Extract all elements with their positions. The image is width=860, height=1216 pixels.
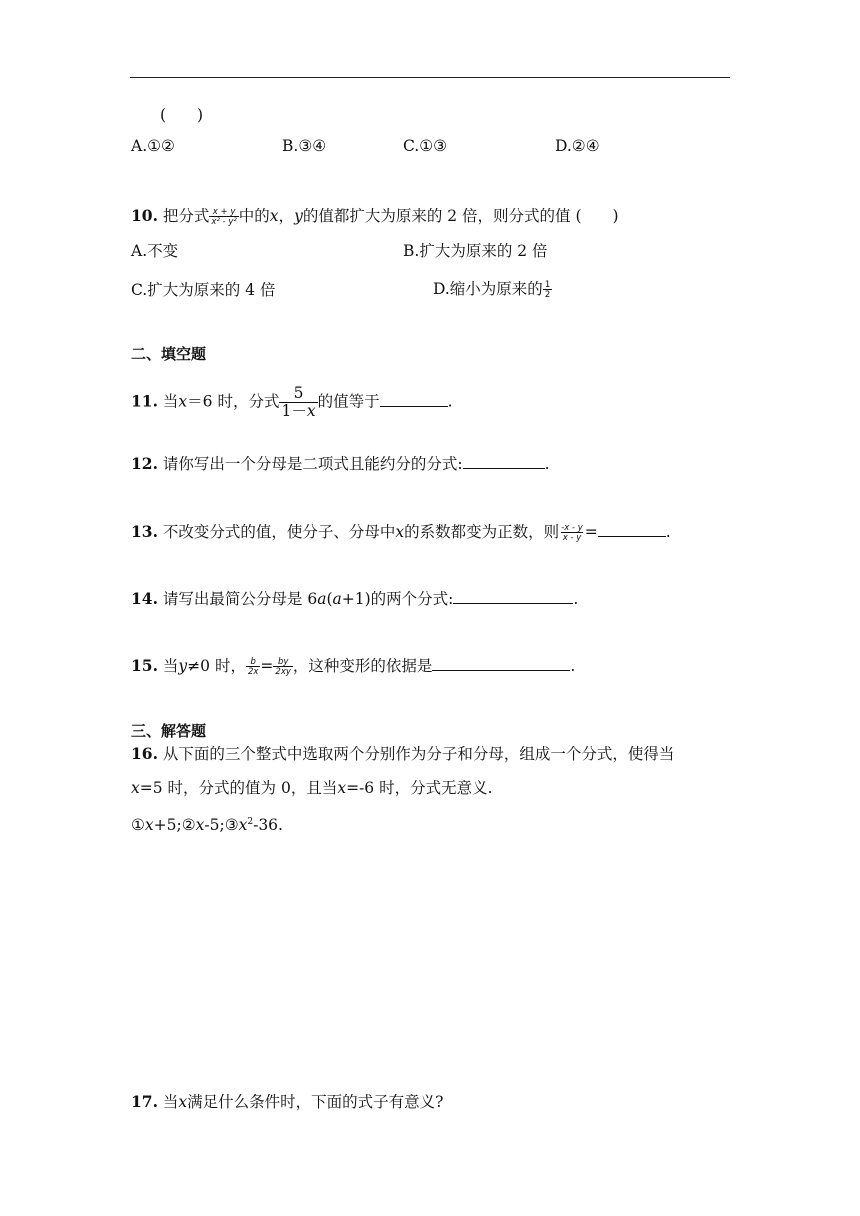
q10-text-3: ， — [278, 207, 295, 225]
q17-text-1: 当 — [162, 1093, 179, 1111]
q15-text-2: ≠0 时， — [187, 657, 246, 675]
q16-text-2: =5 时，分式的值为 0，且当 — [139, 779, 338, 797]
q12-end: . — [544, 455, 550, 473]
q17-stem — [131, 1092, 443, 1112]
q16-line-2 — [131, 778, 493, 798]
q16-var-x-4: x — [195, 816, 205, 835]
q14-text-2: ( — [326, 590, 333, 608]
q16-var-x-3: x — [144, 816, 154, 835]
q16-number: 16. — [131, 744, 158, 763]
q16-line-1 — [131, 744, 674, 764]
q16-circle-1: ① — [131, 816, 145, 835]
q13-equals: = — [584, 523, 598, 541]
q10-option-c: C.扩大为原来的 4 倍 — [131, 281, 276, 299]
q10-option-d-numerator: 1 — [544, 279, 551, 290]
q10-text-2: 中的 — [238, 207, 270, 225]
q9-option-a: A.①② — [131, 137, 175, 155]
q10-fraction — [209, 208, 238, 227]
q11-number: 11. — [131, 391, 158, 411]
q12-text: 请你写出一个分母是二项式且能约分的分式: — [162, 455, 463, 473]
q14-end: . — [573, 590, 579, 608]
q16-text-3: =-6 时，分式无意义. — [346, 779, 493, 797]
q13-var-x: x — [395, 523, 405, 541]
q11-text-2: ＝6 时，分式 — [187, 392, 280, 411]
q12-answer-blank[interactable] — [463, 454, 545, 469]
header-rule — [130, 77, 730, 78]
q10-option-d-fraction — [543, 281, 552, 300]
q15-text-3: ，这种变形的依据是 — [292, 657, 433, 675]
q10-var-y: y — [294, 207, 303, 225]
q10-option-a: A.不变 — [131, 242, 179, 260]
q10-option-d-denominator: 2 — [544, 290, 551, 300]
q15-number: 15. — [131, 656, 158, 675]
q13-fraction — [559, 524, 585, 543]
q11-frac-den-var: x — [306, 401, 316, 420]
q15-stem — [131, 656, 575, 677]
q15-fraction-left — [246, 658, 260, 677]
q13-end: . — [665, 523, 671, 541]
q13-frac-denominator: x - y — [562, 533, 582, 543]
q16-line-3 — [131, 812, 283, 835]
q17-text-2: 满足什么条件时，下面的式子有意义? — [187, 1093, 444, 1111]
q10-number: 10. — [131, 206, 158, 225]
q11-stem — [131, 386, 453, 419]
q10-option-d-text: D.缩小为原来的 — [433, 280, 543, 298]
q13-text-2: 的系数都变为正数，则 — [404, 523, 560, 541]
q11-frac-denominator — [279, 402, 317, 420]
q10-option-b: B.扩大为原来的 2 倍 — [403, 242, 548, 260]
q9-option-b: B.③④ — [282, 137, 327, 155]
q10-frac-numerator: x + y — [212, 206, 236, 217]
q15-f1-denominator: 2x — [247, 667, 259, 677]
q15-equals: = — [260, 657, 274, 675]
q14-answer-blank[interactable] — [453, 589, 573, 604]
q10-var-x: x — [269, 207, 279, 225]
q13-stem — [131, 522, 671, 543]
q16-expr-1: +5;② — [153, 816, 196, 835]
q13-answer-blank[interactable] — [598, 522, 666, 537]
q9-answer-paren: ( ) — [160, 106, 204, 124]
q15-var-y: y — [178, 657, 188, 675]
q11-text-1: 当 — [162, 392, 179, 411]
q14-number: 14. — [131, 589, 158, 608]
q15-f2-numerator: by — [277, 656, 289, 667]
q14-var-a1: a — [317, 590, 327, 608]
q15-fraction-right — [273, 658, 292, 677]
q14-var-a2: a — [332, 590, 342, 608]
q10-frac-denominator: x² - y² — [211, 217, 237, 227]
q9-option-c: C.①③ — [403, 137, 448, 155]
q9-option-d: D.②④ — [555, 137, 600, 155]
q11-var-x: x — [178, 392, 188, 411]
q16-text-1: 从下面的三个整式中选取两个分别作为分子和分母，组成一个分式，使得当 — [162, 745, 675, 763]
q14-text-3: +1)的两个分式: — [341, 590, 454, 608]
q12-number: 12. — [131, 454, 158, 473]
q10-text-1: 把分式 — [162, 207, 210, 225]
q17-number: 17. — [131, 1092, 158, 1111]
section-fill-in-heading: 二、填空题 — [131, 345, 207, 363]
q16-var-x-2: x — [337, 779, 347, 797]
q11-answer-blank[interactable] — [380, 392, 448, 407]
q10-text-4: 的值都扩大为原来的 2 倍，则分式的值 ( ) — [302, 207, 619, 225]
q15-f2-denominator: 2xy — [275, 667, 291, 677]
q17-var-x: x — [178, 1093, 188, 1111]
section-solve-heading: 三、解答题 — [131, 722, 207, 740]
q11-frac-den-const: 1－ — [281, 401, 307, 420]
q11-text-3: 的值等于 — [317, 392, 380, 411]
q13-text-1: 不改变分式的值，使分子、分母中 — [162, 523, 396, 541]
q16-exponent: 2 — [247, 817, 254, 827]
q16-expr-3: -36. — [253, 816, 283, 835]
q15-answer-blank[interactable] — [432, 656, 570, 671]
q11-fraction — [279, 386, 317, 419]
q12-stem — [131, 454, 550, 474]
q15-f1-numerator: b — [250, 656, 256, 667]
q13-frac-numerator: -x - y — [561, 522, 583, 533]
q16-expr-2: -5;③ — [204, 816, 239, 835]
q15-end: . — [570, 657, 576, 675]
q15-text-1: 当 — [162, 657, 179, 675]
q11-end: . — [447, 392, 453, 411]
q10-stem — [131, 206, 619, 227]
q10-option-d — [433, 279, 552, 300]
q16-var-x-5: x — [238, 816, 248, 835]
q14-text-1: 请写出最简公分母是 6 — [162, 590, 318, 608]
q11-frac-numerator: 5 — [293, 384, 304, 402]
q16-var-x-1: x — [131, 779, 140, 797]
q13-number: 13. — [131, 522, 158, 541]
q14-stem — [131, 589, 578, 609]
